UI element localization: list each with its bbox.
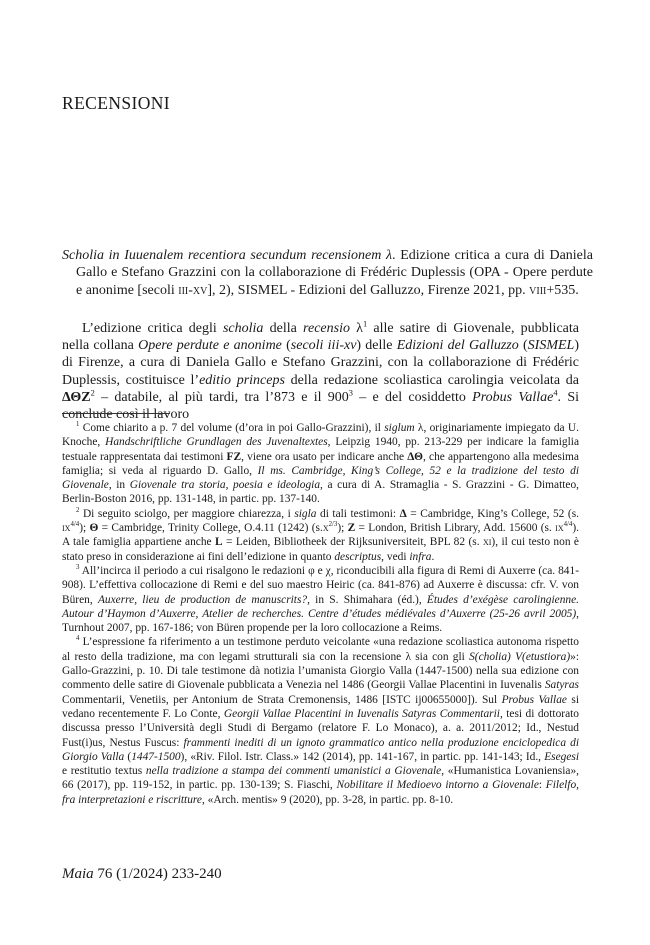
footnote-ref-1[interactable]: 1 [362,319,368,329]
bibliographic-entry: Scholia in Iuuenalem recentiora secundum recensionem λ. Edizione critica a cura di Daniela Gallo e Stefano Grazzini con la collaborazione di Frédéric Duplessis (OPA - Opere perdute e anonime [secoli iii-xv], 2), SISMEL - Edizioni del Galluzzo, Firenze 2021, pp. viii+535. [62,248,593,298]
footnotes [62,421,579,807]
footnote-4: $^4$ L’espressione fa riferimento a un testimone perduto veicolante «una redazione scoliastica autonoma rispetto al resto della tradizione, ma con legami strutturali sia con la recensione λ sia con gli S(cholia) V(etustiora)»: Gallo-Grazzini, p. 10. Di tale testimone dà notizia l’umanista Giorgio Valla (1447-1500) nella sua edizione con commento delle satire di Giovenale pubblicata a Venezia nel 1486 (Georgii Vallae Placentini in Iuvenalis Satyras Commentarii, Venetiis, per Antonium de Strata Cremonensis, 1486 [ISTC ij00655000]). Sul Probus Vallae si vedano recentemente F. Lo Conte, Georgii Vallae Placentini in Iuvenalis Satyras Commentarii, tesi di dottorato discussa presso l’Università degli Studi di Bergamo (relatore F. Lo Monaco), a. a. 2011/2012; Id., Nestud Fust(i)us, Nestus Fuscus: frammenti inediti di un ignoto grammatico antico nella produzione enciclopedica di Giorgio Valla (1447-1500), «Riv. Filol. Istr. Class.» 142 (2014), pp. 141-167, in partic. pp. 141-143; Id., Esegesi e restitutio textus nella tradizione a stampa dei commenti umanistici a Giovenale, «Humanistica Lovaniensia», 66 (2017), pp. 119-152, in partic. pp. 130-139; S. Fiaschi, Nobilitare il Medioevo intorno a Giovenale: Filelfo, fra interpretazioni e riscritture, «Arch. mentis» 9 (2020), pp. 3-28, in partic. pp. 8-10. [62,635,580,806]
section-heading: RECENSIONI [62,93,171,113]
book-title: Scholia in Iuuenalem recentiora secundum recensionem λ [62,248,393,263]
journal-citation: Maia 76 (1/2024) 233-240 [62,866,222,882]
footnote-3: $^3$ All’incirca il periodo a cui risalgono le redazioni φ e χ, riconducibili alla figura di Remi di Auxerre (ca. 841-908). L’effettiva collocazione di Remi e del suo maestro Heiric (ca. 841-876) ad Auxerre è discussa: cfr. V. von Büren, Auxerre, lieu de production de manuscrits?, in S. Shimahara (éd.), Études d’exégèse carolingienne. Autour d’Haymon d’Auxerre, Atelier de recherches. Centre d’études médiévales d’Auxerre (25-26 avril 2005), Turnhout 2007, pp. 167-186; von Büren propende per la loro collocazione a Reims. [62,564,579,635]
footnote-ref-3[interactable]: 3 [348,388,353,398]
footnote-divider [62,413,170,414]
journal-name: Maia [62,866,94,882]
footnote-2: $^2$ Di seguito sciolgo, per maggiore chiarezza, i sigla di tali testimoni: Δ = Cambridge, King’s College, 52 (s. $ix^{4/4}$); Θ = Cambridge, Trinity College, O.4.11 (1242) $(s.x^{2/3})$; Z = London, British Library, Add. 15600 (s. $ix^{4/4}$). A tale famiglia appartiene anche L = Leiden, Bibliotheek der Rijksuniversiteit, BPL 82 (s. xi), il cui testo non è stato preso in considerazione ai fini dell’edizione in quanto descriptus, vedi infra. [62,506,579,563]
footnote-1: $^1$ Come chiarito a p. 7 del volume (d’ora in poi Gallo-Grazzini), il siglum λ, originariamente impiegato da U. Knoche, Handschriftliche Grundlagen des Juvenaltextes, Leipzig 1940, pp. 213-229 per indicare la famiglia testuale rappresentata dai testimoni FZ, viene ora usato per indicare anche ΔΘ, che appartengono alla medesima famiglia; si veda al riguardo D. Gallo, Il ms. Cambridge, King’s College, 52 e la tradizione del testo di Giovenale, in Giovenale tra storia, poesia e ideologia, a cura di A. Stramaglia - S. Grazzini - G. Dimatteo, Berlin-Boston 2016, pp. 131-148, in partic. pp. 137-140. [62,421,580,506]
footnote-ref-4[interactable]: 4 [553,388,558,398]
body-paragraph: L’edizione critica degli scholia della recensio $\lambda^1$ alle satire di Giovenale, pubblicata nella collana Opere perdute e anonime (secoli iii-xv) delle Edizioni del Galluzzo (SISMEL) di Firenze, a cura di Daniela Gallo e Stefano Grazzini, con la collaborazione di Frédéric Duplessis, costituisce l’editio princeps della redazione scoliastica carolingia veicolata da ΔΘΖ$^2$ – databile, al più tardi, tra l’873 e il $900^3$ – e del cosiddetto Probus Vallae$^4$. Si conclude così il lavoro [62,319,579,423]
footnote-ref-2[interactable]: 2 [90,388,95,398]
